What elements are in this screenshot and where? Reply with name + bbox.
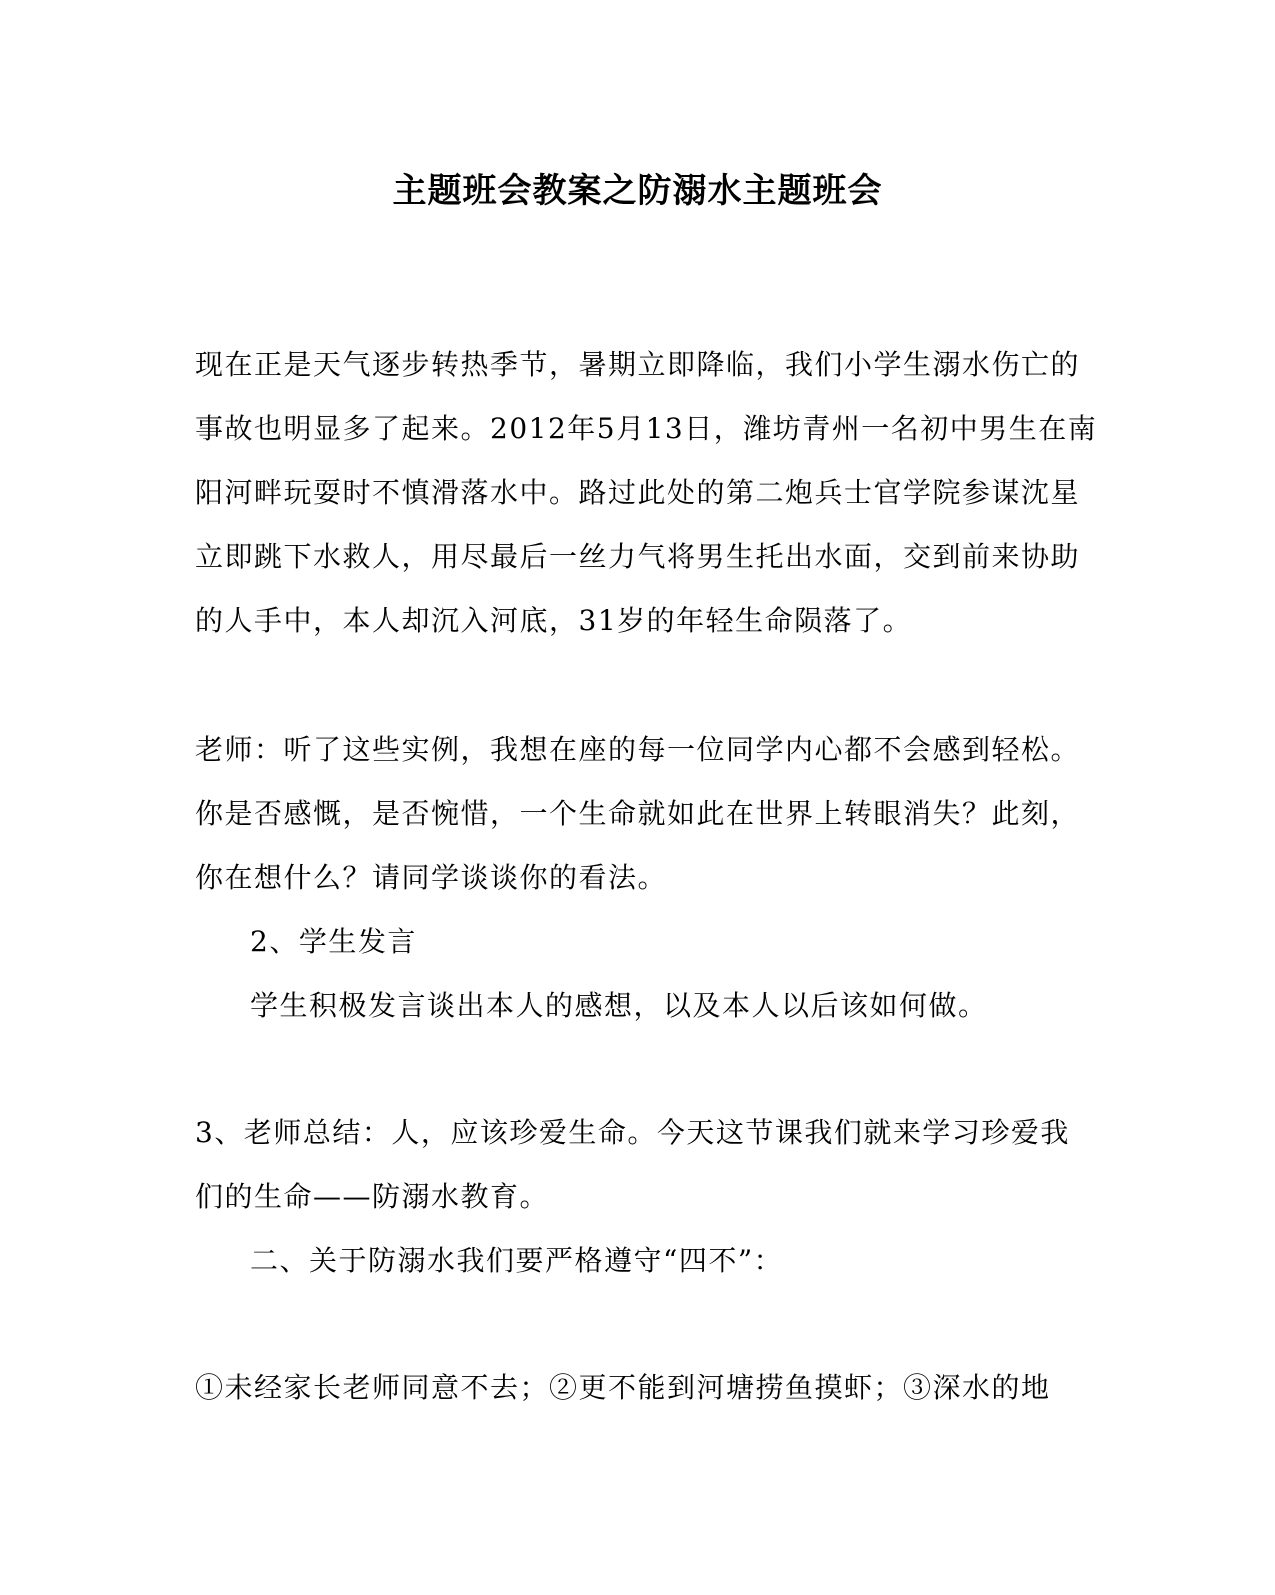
- text-line: 阳河畔玩耍时不慎滑落水中。路过此处的第二炮兵士官学院参谋沈星: [195, 476, 1081, 509]
- text-line: 你是否感慨，是否惋惜，一个生命就如此在世界上转眼消失？此刻，: [195, 797, 1081, 830]
- text-line: 二、关于防溺水我们要严格遵守“四不”：: [250, 1244, 784, 1277]
- paragraph-four-rules: [195, 1356, 1065, 1420]
- paragraph-teacher-summary: [195, 1101, 1070, 1229]
- text-line: 2、学生发言: [250, 925, 417, 958]
- paragraph-teacher-question: [195, 718, 1081, 910]
- paragraph-student-speech: [250, 974, 1065, 1038]
- text-line: 老师：听了这些实例，我想在座的每一位同学内心都不会感到轻松。: [195, 733, 1081, 766]
- paragraph-four-rules-heading: [250, 1229, 1065, 1293]
- paragraph-student-speech-heading: [250, 910, 1065, 974]
- document-title: 主题班会教案之防溺水主题班会: [392, 171, 883, 211]
- text-line: 们的生命——防溺水教育。: [195, 1180, 550, 1213]
- text-line: 事故也明显多了起来。2012年5月13日，潍坊青州一名初中男生在南: [195, 412, 1098, 445]
- text-line: 立即跳下水救人，用尽最后一丝力气将男生托出水面，交到前来协助: [195, 540, 1081, 573]
- paragraph-incident: [195, 333, 1098, 653]
- text-line: 3、老师总结：人，应该珍爱生命。今天这节课我们就来学习珍爱我: [195, 1116, 1070, 1149]
- text-line: 你在想什么？请同学谈谈你的看法。: [195, 861, 668, 894]
- text-line: 的人手中，本人却沉入河底，31岁的年轻生命陨落了。: [195, 604, 913, 637]
- text-line: 学生积极发言谈出本人的感想，以及本人以后该如何做。: [250, 989, 988, 1022]
- text-line: ①未经家长老师同意不去；②更不能到河塘捞鱼摸虾；③深水的地: [195, 1371, 1051, 1404]
- text-line: 现在正是天气逐步转热季节，暑期立即降临，我们小学生溺水伤亡的: [195, 348, 1081, 381]
